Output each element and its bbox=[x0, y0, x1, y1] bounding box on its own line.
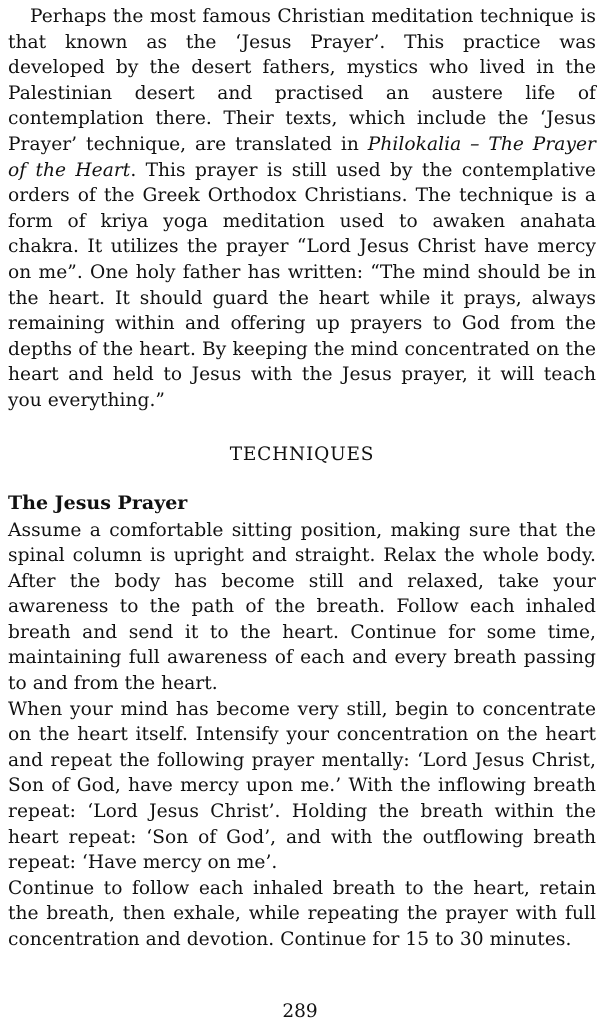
page-body bbox=[8, 4, 596, 953]
technique-paragraph-2: When your mind has become very still, begin to concentrate on the heart itself. Intensify your concentration on the heart and repeat the following prayer mentally: ‘Lord Jesus Christ, Son of God, have mercy upon me.’ With the inflowing breath repeat: ‘Lord Jesus Christ’. Holding the breath within the heart repeat: ‘Son of God’, and with the outflowing breath repeat: ‘Have mercy on me’. bbox=[8, 698, 596, 874]
book-title: Philokalia – The Prayer of the Heart bbox=[8, 133, 596, 181]
intro-text-part1: Perhaps the most famous Christian meditation technique is that known as the ‘Jesus Prayer’. This practice was developed by the desert fathers, mystics who lived in the Palestinian desert and practised an austere life of contemplation there. Their texts, which include the ‘Jesus Prayer’ technique, are translated in bbox=[8, 6, 596, 155]
section-heading: TECHNIQUES bbox=[229, 443, 375, 465]
page-number: 289 bbox=[282, 1001, 318, 1022]
technique-paragraph-3: Continue to follow each inhaled breath to the heart, retain the breath, then exhale, while repeating the prayer with full concentration and devotion. Continue for 15 to 30 minutes. bbox=[8, 877, 596, 950]
intro-paragraph bbox=[8, 4, 596, 414]
subsection-heading: The Jesus Prayer bbox=[8, 491, 188, 514]
intro-text-part2: . This prayer is still used by the contemplative orders of the Greek Orthodox Christians. The technique is a form of kriya yoga meditation used to awaken anahata chakra. It utilizes the prayer “Lord Jesus Christ have mercy on me”. One holy father has written: “The mind should be in the heart. It should guard the heart while it prays, always remaining within and offering up prayers to God from the depths of the heart. By keeping the mind concentrated on the heart and held to Jesus with the Jesus prayer, it will teach you everything.” bbox=[8, 159, 596, 411]
technique-paragraph-1: Assume a comfortable sitting position, making sure that the spinal column is upright and straight. Relax the whole body. After the body has become still and relaxed, take your awareness to the path of the breath. Follow each inhaled breath and send it to the heart. Continue for some time, maintaining full awareness of each and every breath passing to and from the heart. bbox=[8, 519, 596, 695]
